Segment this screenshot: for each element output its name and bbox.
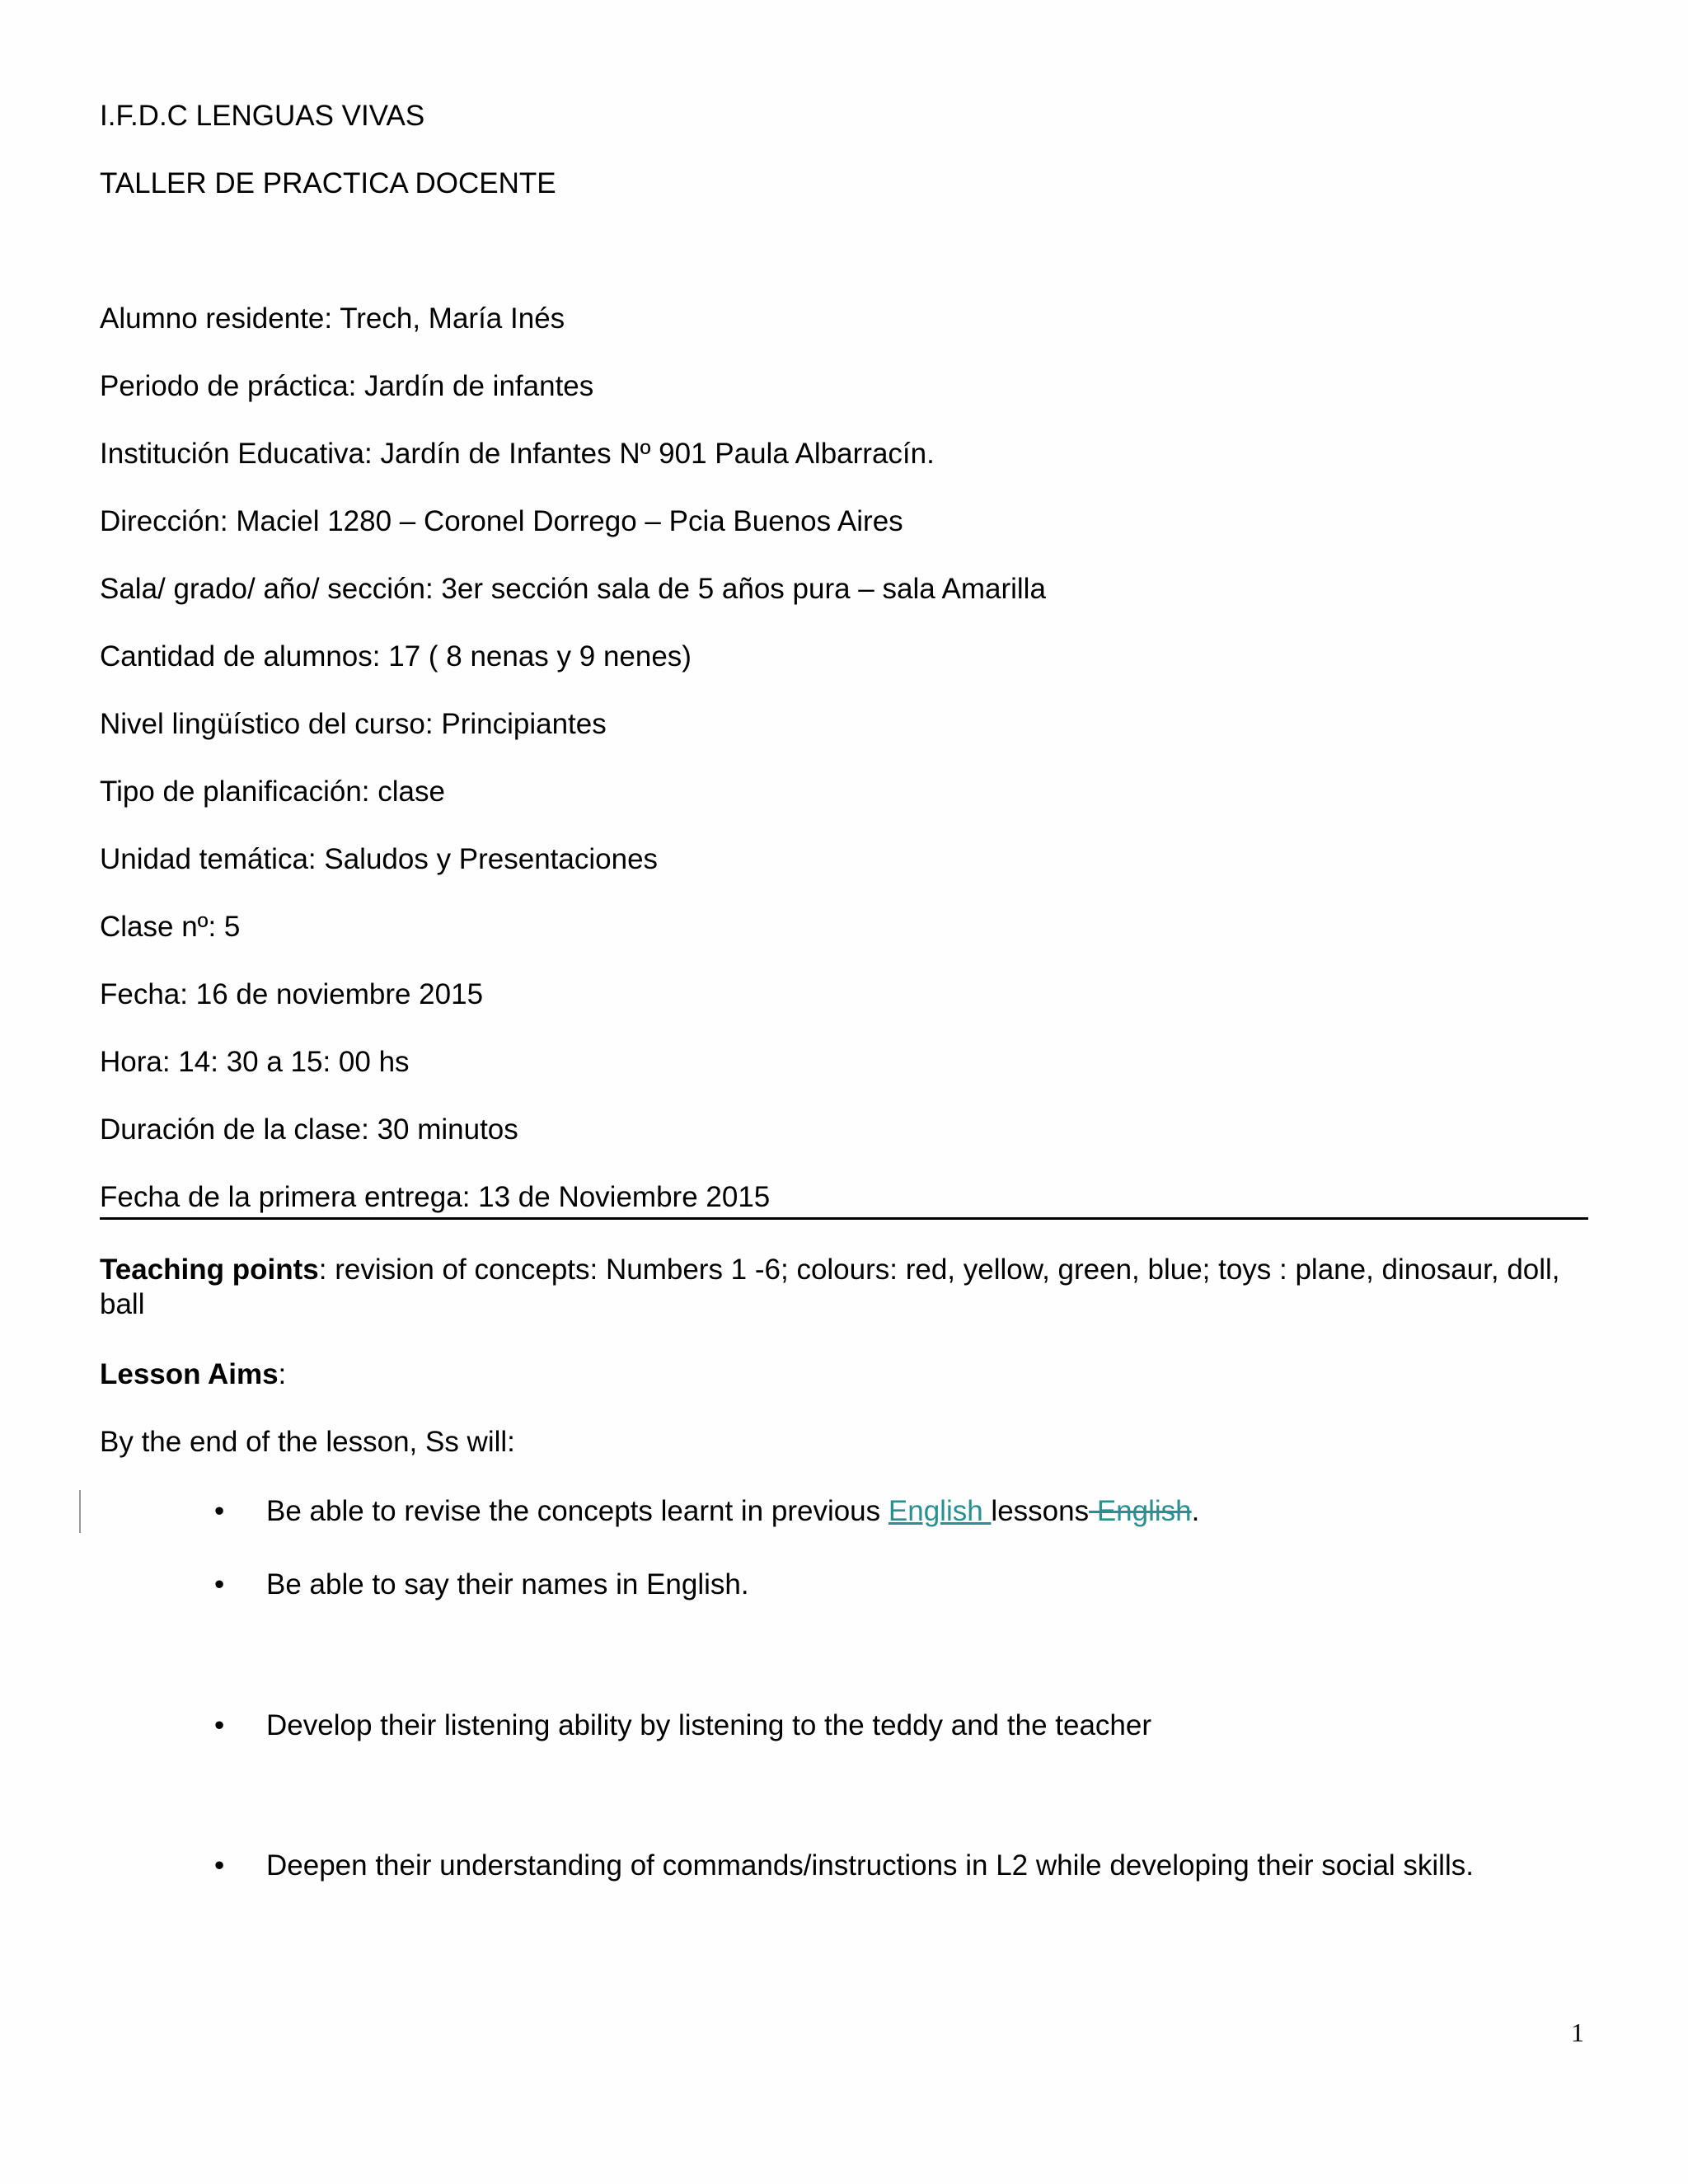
- field-duration: Duración de la clase: 30 minutos: [100, 1113, 518, 1146]
- bullet-icon: •: [214, 1849, 225, 1882]
- tracked-deletion: English: [1089, 1495, 1192, 1527]
- lesson-aims-heading: [100, 1357, 286, 1392]
- field-student: Alumno residente: Trech, María Inés: [100, 302, 565, 335]
- institution-heading: I.F.D.C LENGUAS VIVAS: [100, 100, 425, 132]
- field-plan-type: Tipo de planificación: clase: [100, 776, 445, 808]
- field-date: Fecha: 16 de noviembre 2015: [100, 978, 484, 1010]
- field-student-count: Cantidad de alumnos: 17 ( 8 nenas y 9 nenes): [100, 640, 692, 673]
- field-class-number: Clase nº: 5: [100, 911, 241, 943]
- aim-text-3: Develop their listening ability by listening to the teddy and the teacher: [266, 1709, 1151, 1741]
- field-address: Dirección: Maciel 1280 – Coronel Dorrego – Pcia Buenos Aires: [100, 505, 903, 537]
- teaching-points-paragraph: [100, 1253, 1583, 1322]
- field-time: Hora: 14: 30 a 15: 00 hs: [100, 1046, 410, 1078]
- lesson-aims-label: Lesson Aims: [100, 1358, 279, 1390]
- aim-text-2: Be able to say their names in English.: [266, 1568, 749, 1601]
- teaching-points-label: Teaching points: [100, 1254, 319, 1286]
- field-practice-period: Periodo de práctica: Jardín de infantes: [100, 370, 594, 402]
- tracked-insertion: English: [888, 1495, 992, 1527]
- bullet-icon: •: [214, 1495, 225, 1527]
- bullet-icon: •: [214, 1709, 225, 1741]
- teaching-points-text: : revision of concepts: Numbers 1 -6; colours: red, yellow, green, blue; toys : plane, dinosaur, doll, ball: [100, 1254, 1560, 1320]
- lesson-aims-intro: By the end of the lesson, Ss will:: [100, 1426, 515, 1458]
- change-bar-marker: [79, 1490, 81, 1533]
- page-number: 1: [1571, 2018, 1584, 2047]
- field-language-level: Nivel lingüístico del curso: Principiantes: [100, 708, 607, 740]
- aim-text-1: Be able to revise the concepts learnt in previous English lessons English.: [266, 1495, 1200, 1527]
- horizontal-rule: [100, 1217, 1588, 1220]
- aim-text-4: Deepen their understanding of commands/instructions in L2 while developing their social skills.: [266, 1849, 1474, 1882]
- field-thematic-unit: Unidad temática: Saludos y Presentaciones: [100, 843, 659, 875]
- field-institution: Institución Educativa: Jardín de Infantes Nº 901 Paula Albarracín.: [100, 438, 935, 470]
- field-class-section: Sala/ grado/ año/ sección: 3er sección sala de 5 años pura – sala Amarilla: [100, 573, 1046, 605]
- lesson-aims-colon: :: [278, 1358, 287, 1390]
- field-first-delivery-date: Fecha de la primera entrega: 13 de Noviembre 2015: [100, 1181, 771, 1213]
- bullet-icon: •: [214, 1568, 225, 1601]
- course-heading: TALLER DE PRACTICA DOCENTE: [100, 167, 556, 199]
